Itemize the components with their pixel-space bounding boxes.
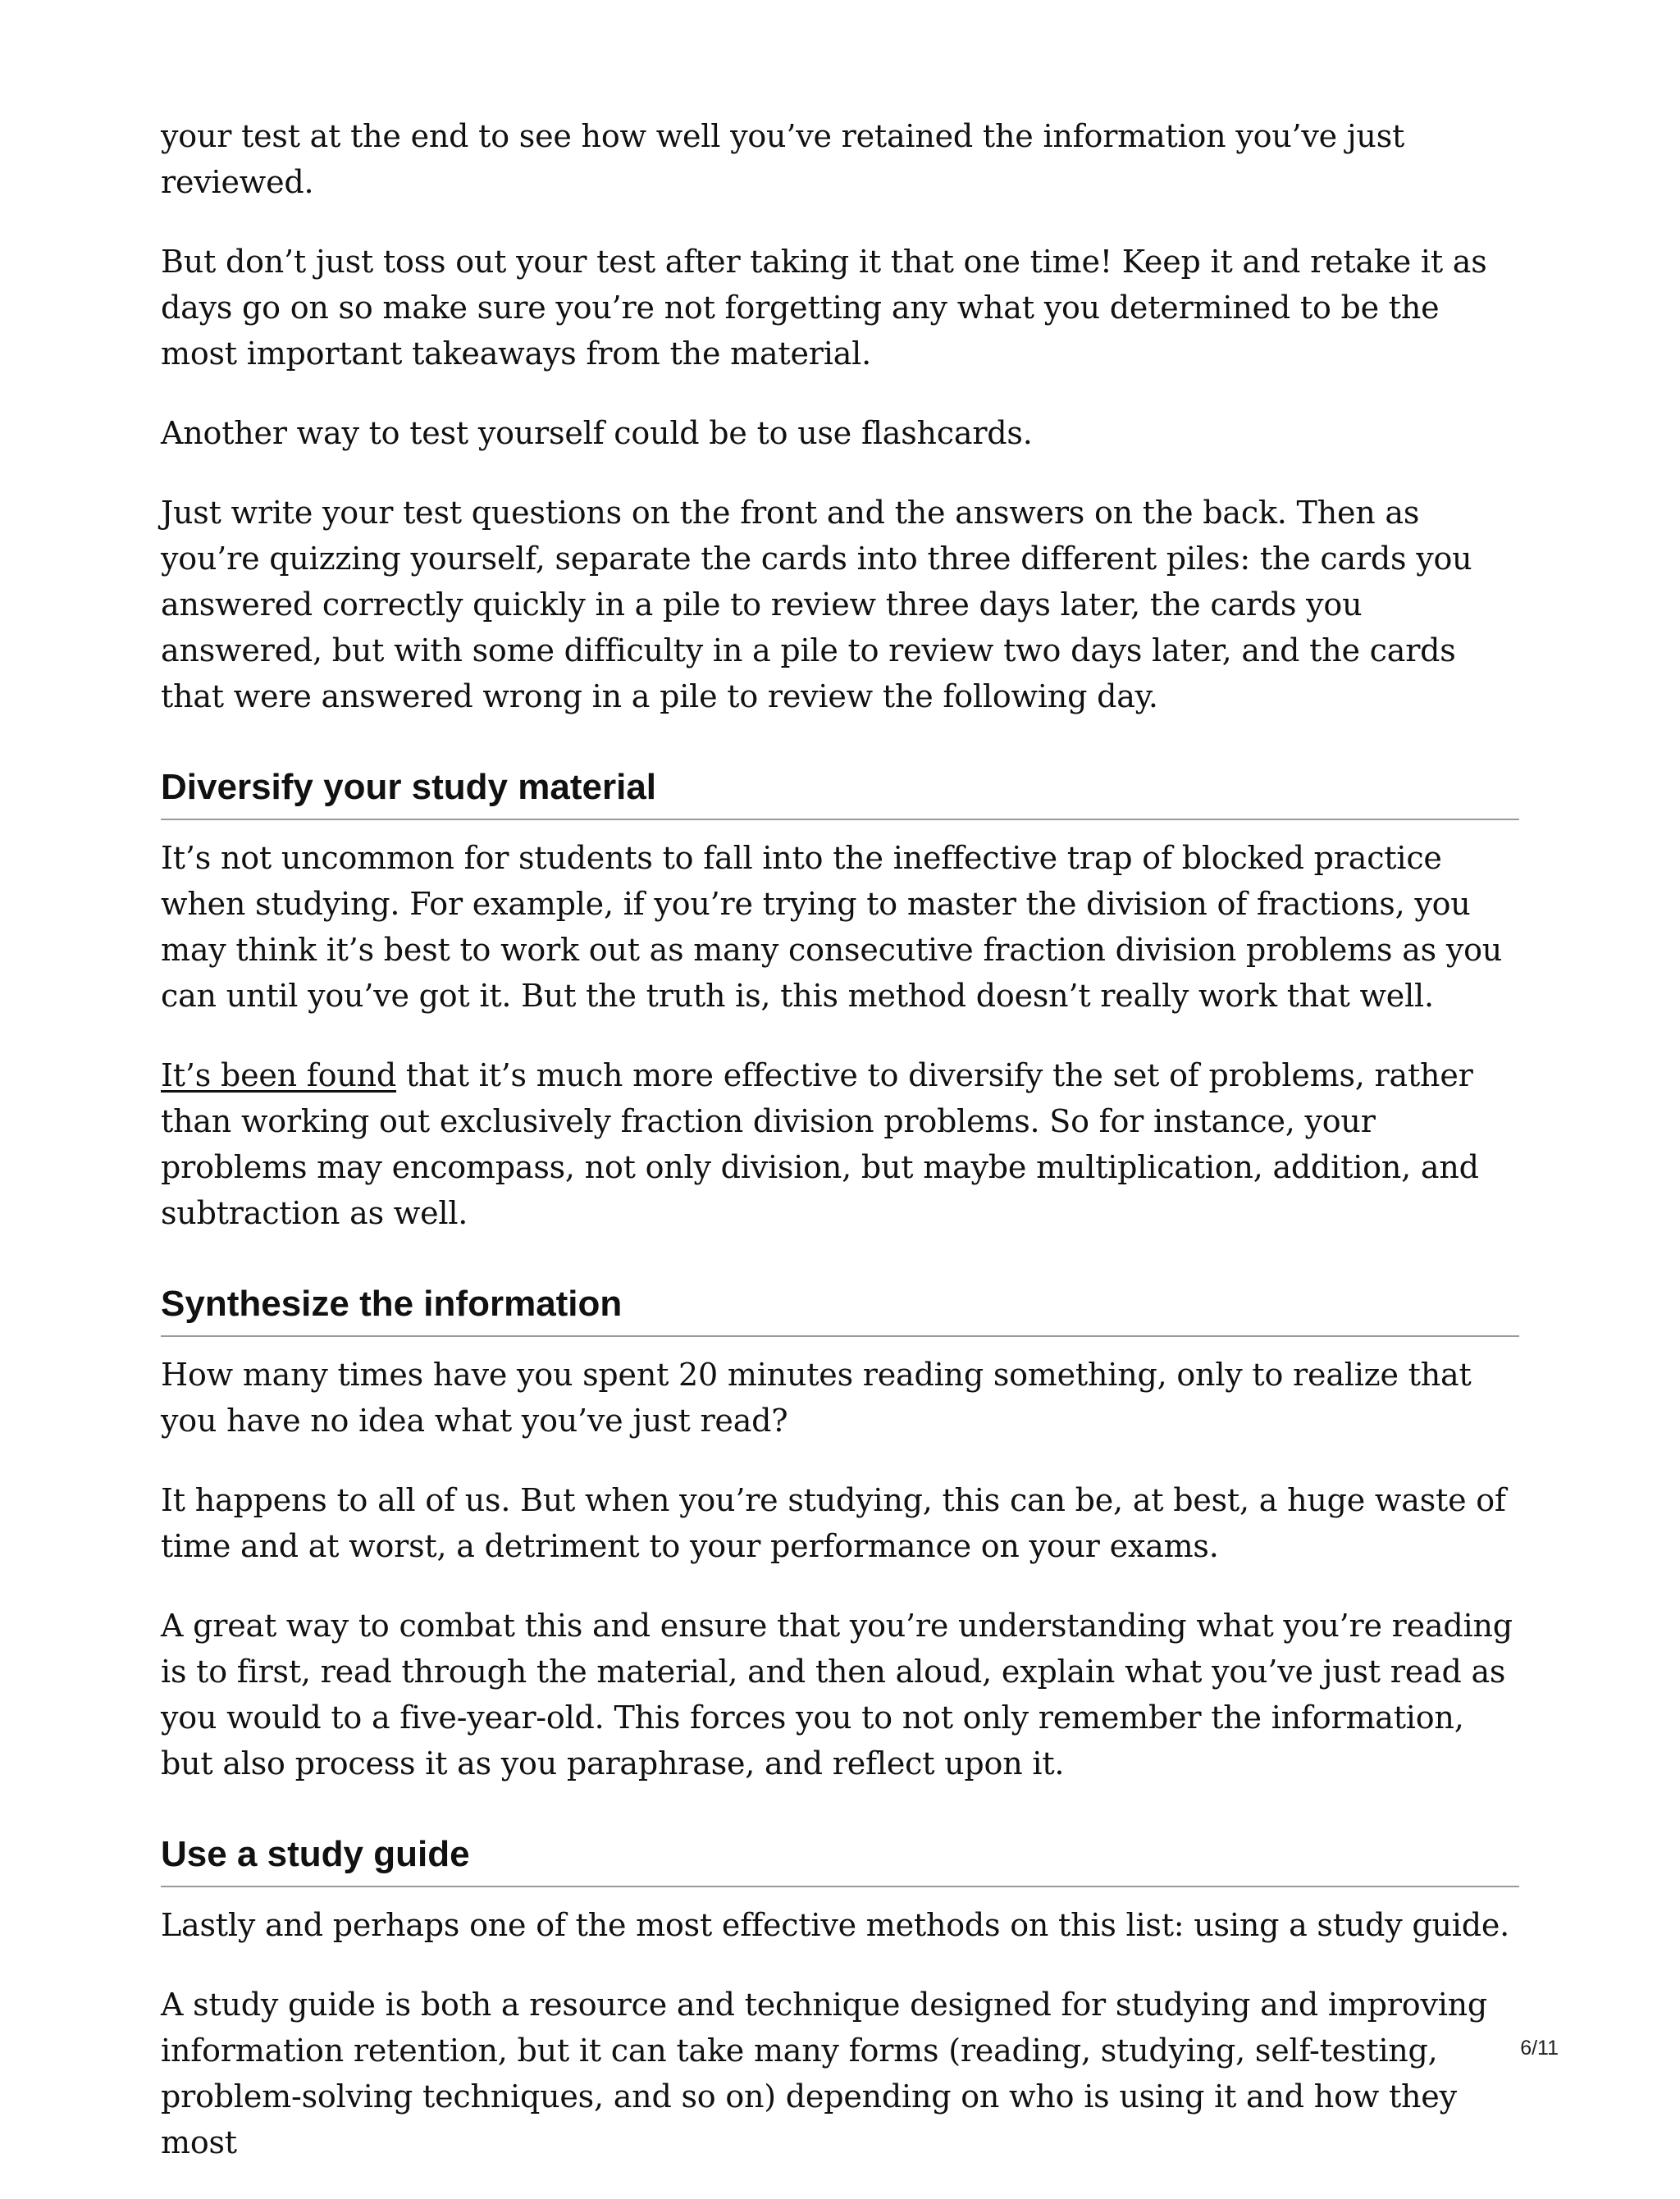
section-heading-synthesize: Synthesize the information xyxy=(161,1281,1519,1337)
section-heading-study-guide: Use a study guide xyxy=(161,1832,1519,1887)
paragraph: your test at the end to see how well you’ve retained the information you’ve just reviewed. xyxy=(161,118,1405,200)
article-body xyxy=(161,113,1519,2199)
paragraph: A study guide is both a resource and technique designed for studying and improving information retention, but it can take many forms (reading, studying, self-testing, problem-solving techniques, and so on) depending on who is using it and how they most xyxy=(161,1987,1488,2160)
paragraph: Another way to test yourself could be to use flashcards. xyxy=(161,415,1033,451)
paragraph: It’s not uncommon for students to fall into the ineffective trap of blocked practice when studying. For example, if you’re trying to master the division of fractions, you may think it’s best to work out as many consecutive fraction division problems as you can until you’ve got it. But the truth is, this method doesn’t really work that well. xyxy=(161,840,1503,1014)
paragraph-text: that it’s much more effective to diversify the set of problems, rather than working out exclusively fraction division problems. So for instance, your problems may encompass, not only division, but maybe multiplication, addition, and subtraction as well. xyxy=(161,1057,1479,1231)
paragraph: Lastly and perhaps one of the most effective methods on this list: using a study guide. xyxy=(161,1907,1509,1943)
its-been-found-link[interactable]: It’s been found xyxy=(161,1057,397,1093)
paragraph: It happens to all of us. But when you’re studying, this can be, at best, a huge waste of time and at worst, a detriment to your performance on your exams. xyxy=(161,1482,1506,1564)
paragraph: A great way to combat this and ensure that you’re understanding what you’re reading is to first, read through the material, and then aloud, explain what you’ve just read as you would to a five-year-old. This forces you to not only remember the information, but also process it as you paraphrase, and reflect upon it. xyxy=(161,1608,1513,1782)
paragraph: Just write your test questions on the front and the answers on the back. Then as you’re quizzing yourself, separate the cards into three different piles: the cards you answered correctly quickly in a pile to review three days later, the cards you answered, but with some difficulty in a pile to review two days later, and the cards that were answered wrong in a pile to review the following day. xyxy=(161,495,1472,714)
paragraph: But don’t just toss out your test after taking it that one time! Keep it and retake it as days go on so make sure you’re not forgetting any what you determined to be the most important takeaways from the material. xyxy=(161,244,1487,372)
section-heading-diversify: Diversify your study material xyxy=(161,764,1519,820)
paragraph-with-link xyxy=(161,1052,1519,1236)
page-number: 6/11 xyxy=(1520,2037,1559,2060)
paragraph: How many times have you spent 20 minutes reading something, only to realize that you have no idea what you’ve just read? xyxy=(161,1357,1472,1439)
